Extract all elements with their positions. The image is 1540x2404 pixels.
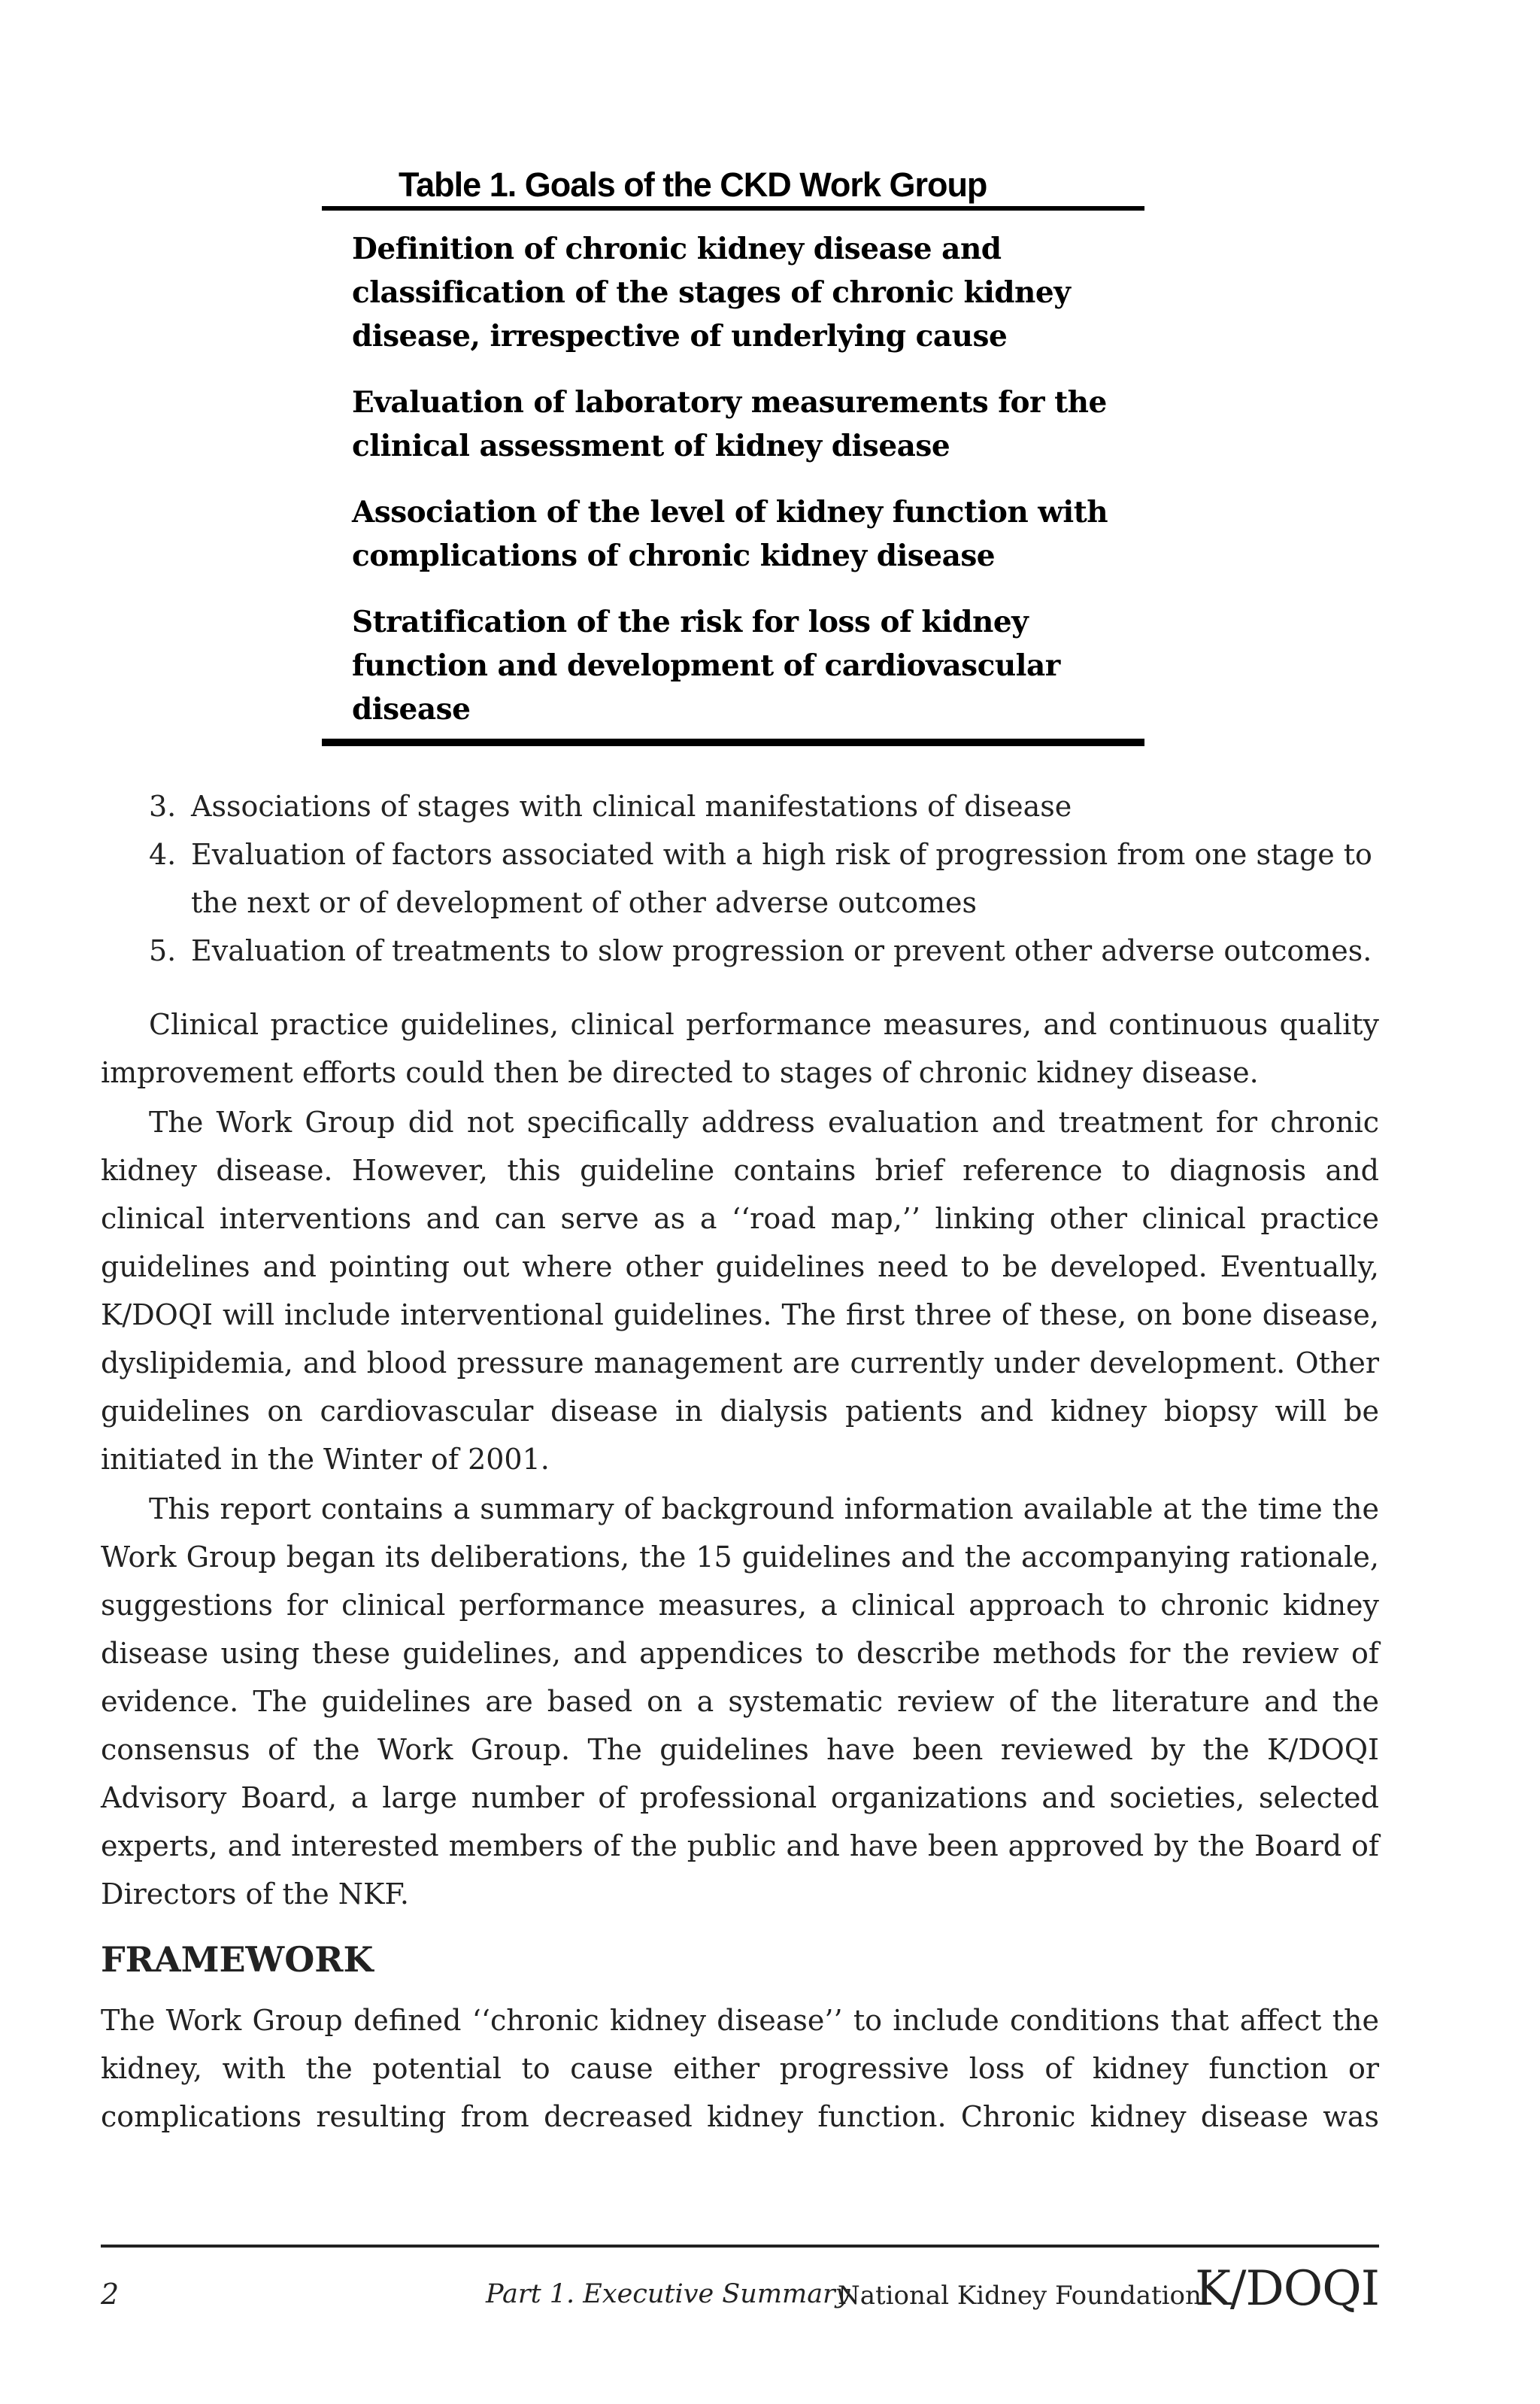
list-number: 4. [149,838,177,871]
framework-paragraph: The Work Group defined ‘‘chronic kidney disease’’ to include conditions that affect the kidney, with the potential to cause either progressive loss of kidney function or complications resulting from decreased kidney function. Chronic kidney disease was [101,2004,1379,2133]
footer-rule [101,2245,1379,2248]
table-row: Stratification of the risk for loss of kidney function and development of cardiovascular disease [352,605,1060,727]
paragraph: This report contains a summary of background information available at the time the Work Group began its deliberations, the 15 guidelines and the accompanying rationale, suggestions for clinical performance measures, a clinical approach to chronic kidney disease using these guidelines, and appendices to describe methods for the review of evidence. The guidelines are based on a systematic review of the literature and the consensus of the Work Group. The guidelines have been reviewed by the K/DOQI Advisory Board, a large number of professional organizations and societies, selected experts, and interested members of the public and have been approved by the Board of Directors of the NKF. [101,1492,1379,1911]
list-text: Evaluation of treatments to slow progression or prevent other adverse outcomes. [191,934,1372,967]
table-rows [322,211,1144,731]
paragraph: Clinical practice guidelines, clinical performance measures, and continuous quality improvement efforts could then be directed to stages of chronic kidney disease. [101,1008,1379,1089]
numbered-list [149,782,1382,975]
table-row: Definition of chronic kidney disease and classification of the stages of chronic kidney disease, irrespective of underlying cause [352,232,1071,354]
list-item [149,830,1382,927]
table-row: Evaluation of laboratory measurements for the clinical assessment of kidney disease [352,385,1107,463]
list-number: 5. [149,934,177,967]
list-number: 3. [149,790,177,823]
list-text: Associations of stages with clinical manifestations of disease [191,790,1072,823]
table-title: Table 1. Goals of the CKD Work Group [399,165,987,204]
goals-table [322,164,1144,746]
paragraph: The Work Group did not specifically address evaluation and treatment for chronic kidney disease. However, this guideline contains brief reference to diagnosis and clinical interventions and can serve as a ‘‘road map,’’ linking other clinical practice guidelines and pointing out where other guidelines need to be developed. Eventually, K/DOQI will include interventional guidelines. The first three of these, on bone disease, dyslipidemia, and blood pressure management are currently under development. Other guidelines on cardiovascular disease in dialysis patients and kidney biopsy will be initiated in the Winter of 2001. [101,1106,1379,1476]
table-row: Association of the level of kidney function with complications of chronic kidney disease [352,495,1108,573]
list-text: Evaluation of factors associated with a high risk of progression from one stage to the next or of development of other adverse outcomes [191,838,1372,919]
section-heading: FRAMEWORK [101,1939,374,1980]
list-item [149,927,1382,975]
section-label: Part 1. Executive Summary [486,2279,850,2309]
page-number: 2 [101,2278,120,2311]
list-item [149,782,1382,830]
organization-name: National Kidney Foundation [838,2281,1202,2311]
kdoqi-logo: K/DOQI [1195,2261,1379,2317]
page-footer [101,2261,1379,2321]
body-text [101,1000,1379,1920]
table-bottom-rule [322,739,1144,746]
